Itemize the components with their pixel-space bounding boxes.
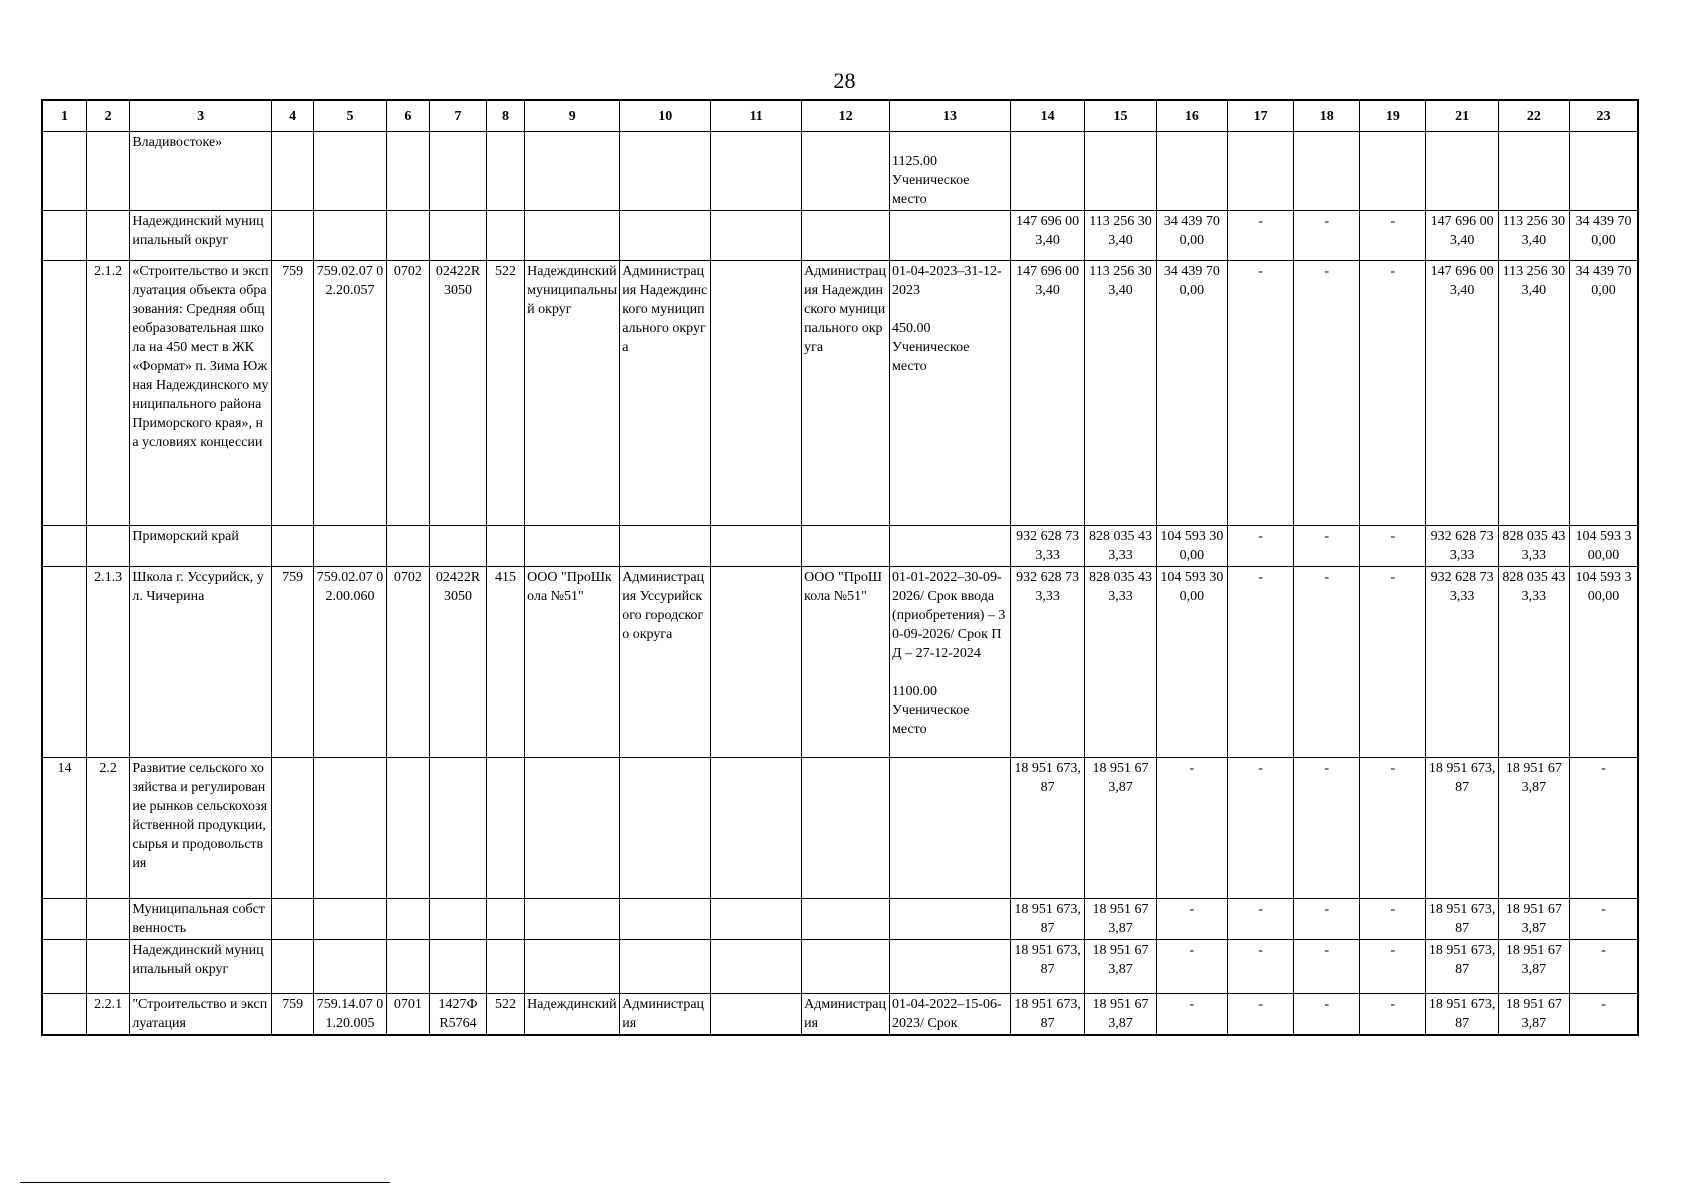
table-cell [271, 211, 313, 261]
table-cell: 0702 [386, 261, 429, 526]
table-cell: - [1294, 758, 1360, 899]
table-cell: Владивостоке» [130, 132, 272, 211]
table-cell: 18 951 673,87 [1498, 899, 1569, 940]
table-cell [42, 994, 86, 1036]
table-cell [386, 899, 429, 940]
table-cell [802, 899, 890, 940]
table-cell [386, 132, 429, 211]
table-cell [271, 940, 313, 994]
header-row [42, 100, 1638, 132]
column-header-21: 21 [1426, 100, 1498, 132]
table-cell [620, 758, 711, 899]
table-cell: 2.2.1 [86, 994, 129, 1036]
table-cell: 113 256 303,40 [1498, 211, 1569, 261]
column-header-2: 2 [86, 100, 129, 132]
table-cell: ООО "ПроШкола №51" [525, 567, 620, 758]
data-table [41, 99, 1639, 1036]
table-cell: 18 951 673,87 [1426, 899, 1498, 940]
table-cell: 759 [271, 567, 313, 758]
table-cell: - [1228, 940, 1294, 994]
table-cell: "Строительство и эксплуатация [130, 994, 272, 1036]
table-cell: 18 951 673,87 [1010, 758, 1084, 899]
table-cell: - [1360, 526, 1426, 567]
table-cell: Администрация Уссурийского городского округа [620, 567, 711, 758]
table-cell [802, 758, 890, 899]
table-cell [525, 211, 620, 261]
table-cell: 18 951 673,87 [1010, 994, 1084, 1036]
table-cell [802, 526, 890, 567]
table-cell [1570, 132, 1638, 211]
table-cell: «Строительство и эксплуатация объекта образования: Средняя общеобразовательная школа на 450 мест в ЖК «Формат» п. Зима Южная Надеждинского муниципального района Приморского края», на условиях концессии [130, 261, 272, 526]
table-cell: 932 628 733,33 [1426, 567, 1498, 758]
table-cell [386, 211, 429, 261]
table-cell [525, 758, 620, 899]
table-cell: 18 951 673,87 [1426, 940, 1498, 994]
table-cell [802, 132, 890, 211]
table-row [42, 211, 1638, 261]
table-cell [890, 526, 1011, 567]
table-cell: - [1570, 899, 1638, 940]
table-cell [890, 758, 1011, 899]
table-cell: - [1360, 261, 1426, 526]
table-row [42, 940, 1638, 994]
table-cell [486, 940, 524, 994]
table-cell: - [1360, 994, 1426, 1036]
table-cell: 34 439 700,00 [1570, 261, 1638, 526]
column-header-10: 10 [620, 100, 711, 132]
table-cell [711, 261, 802, 526]
table-cell [711, 132, 802, 211]
table-cell: 1125.00 Ученическое место [890, 132, 1011, 211]
table-cell: 522 [486, 261, 524, 526]
table-cell [1228, 132, 1294, 211]
table-cell: 759 [271, 994, 313, 1036]
table-cell: 759 [271, 261, 313, 526]
table-cell [314, 132, 386, 211]
table-cell: 18 951 673,87 [1498, 758, 1569, 899]
table-cell: 1427Ф R5764 [430, 994, 487, 1036]
table-cell [386, 526, 429, 567]
table-cell [802, 211, 890, 261]
table-cell [525, 526, 620, 567]
table-cell [486, 526, 524, 567]
table-cell: 932 628 733,33 [1010, 526, 1084, 567]
table-cell: - [1156, 940, 1227, 994]
table-cell: - [1228, 261, 1294, 526]
table-cell: 104 593 300,00 [1570, 567, 1638, 758]
table-cell [711, 526, 802, 567]
table-cell [42, 211, 86, 261]
table-cell: Школа г. Уссурийск, ул. Чичерина [130, 567, 272, 758]
table-cell: 759.14.07 01.20.005 [314, 994, 386, 1036]
table-cell: 2.1.3 [86, 567, 129, 758]
column-header-23: 23 [1570, 100, 1638, 132]
table-cell [42, 940, 86, 994]
table-cell: 415 [486, 567, 524, 758]
table-cell: 2.1.2 [86, 261, 129, 526]
table-cell: - [1570, 758, 1638, 899]
table-cell: 02422R 3050 [430, 567, 487, 758]
table-row [42, 261, 1638, 526]
table-cell: 01-04-2022–15-06-2023/ Срок [890, 994, 1011, 1036]
table-cell: Надеждинский муниципальный округ [525, 261, 620, 526]
table-cell: 14 [42, 758, 86, 899]
table-cell [620, 940, 711, 994]
table-cell: 2.2 [86, 758, 129, 899]
table-cell [711, 899, 802, 940]
table-cell [890, 899, 1011, 940]
table-cell [620, 899, 711, 940]
table-cell [86, 899, 129, 940]
table-cell: 18 951 673,87 [1426, 758, 1498, 899]
table-cell [620, 526, 711, 567]
column-header-5: 5 [314, 100, 386, 132]
table-row [42, 899, 1638, 940]
table-cell: Муниципальная собственность [130, 899, 272, 940]
table-cell: 104 593 300,00 [1156, 526, 1227, 567]
table-cell: 828 035 433,33 [1085, 567, 1156, 758]
table-cell [430, 526, 487, 567]
table-cell: Администрация Надеждинского муниципального округа [620, 261, 711, 526]
table-row [42, 758, 1638, 899]
column-header-17: 17 [1228, 100, 1294, 132]
table-cell [86, 211, 129, 261]
table-cell: - [1360, 899, 1426, 940]
table-cell: Приморский край [130, 526, 272, 567]
table-cell: - [1228, 994, 1294, 1036]
column-header-7: 7 [430, 100, 487, 132]
table-cell: 104 593 300,00 [1570, 526, 1638, 567]
table-cell: 18 951 673,87 [1498, 994, 1569, 1036]
table-cell: - [1156, 994, 1227, 1036]
table-cell: - [1156, 899, 1227, 940]
table-cell [42, 899, 86, 940]
table-cell [1085, 132, 1156, 211]
table-cell: - [1228, 211, 1294, 261]
table-cell: 113 256 303,40 [1498, 261, 1569, 526]
table-cell: 18 951 673,87 [1085, 994, 1156, 1036]
table-cell [430, 940, 487, 994]
column-header-12: 12 [802, 100, 890, 132]
table-cell [486, 211, 524, 261]
table-row [42, 526, 1638, 567]
table-cell: 147 696 003,40 [1010, 261, 1084, 526]
table-cell [314, 758, 386, 899]
table-cell [86, 526, 129, 567]
table-cell: - [1228, 899, 1294, 940]
table-cell: - [1360, 940, 1426, 994]
table-cell: 18 951 673,87 [1010, 940, 1084, 994]
table-cell [711, 567, 802, 758]
footer-rule [20, 1182, 390, 1183]
table-cell: 34 439 700,00 [1156, 261, 1227, 526]
table-cell: 828 035 433,33 [1498, 567, 1569, 758]
table-cell: 522 [486, 994, 524, 1036]
column-header-22: 22 [1498, 100, 1569, 132]
table-cell [525, 132, 620, 211]
column-header-4: 4 [271, 100, 313, 132]
table-cell: 147 696 003,40 [1426, 211, 1498, 261]
table-cell: - [1228, 567, 1294, 758]
table-row [42, 567, 1638, 758]
table-cell [430, 758, 487, 899]
table-cell: 34 439 700,00 [1156, 211, 1227, 261]
table-cell [430, 899, 487, 940]
column-header-1: 1 [42, 100, 86, 132]
table-cell: 18 951 673,87 [1498, 940, 1569, 994]
column-header-15: 15 [1085, 100, 1156, 132]
table-row [42, 994, 1638, 1036]
table-cell [86, 132, 129, 211]
table-cell [42, 261, 86, 526]
table-cell: 113 256 303,40 [1085, 261, 1156, 526]
table-cell: - [1570, 940, 1638, 994]
table-cell [1294, 132, 1360, 211]
column-header-16: 16 [1156, 100, 1227, 132]
table-cell [711, 211, 802, 261]
table-cell: - [1294, 261, 1360, 526]
table-cell [620, 132, 711, 211]
table-cell: 01-04-2023–31-12-2023 450.00 Ученическое место [890, 261, 1011, 526]
table-cell [711, 994, 802, 1036]
table-cell: 34 439 700,00 [1570, 211, 1638, 261]
table-cell [271, 899, 313, 940]
table-cell [1360, 132, 1426, 211]
table-cell: Развитие сельского хозяйства и регулирование рынков сельскохозяйственной продукции, сырья и продовольствия [130, 758, 272, 899]
table-cell [486, 132, 524, 211]
table-cell [86, 940, 129, 994]
table-cell [430, 211, 487, 261]
table-cell: - [1156, 758, 1227, 899]
table-cell: Надеждинский [525, 994, 620, 1036]
table-cell: 932 628 733,33 [1426, 526, 1498, 567]
column-header-8: 8 [486, 100, 524, 132]
column-header-6: 6 [386, 100, 429, 132]
table-cell: - [1228, 758, 1294, 899]
table-cell: - [1360, 567, 1426, 758]
table-cell: 759.02.07 02.00.060 [314, 567, 386, 758]
table-row [42, 132, 1638, 211]
column-header-19: 19 [1360, 100, 1426, 132]
table-cell [271, 758, 313, 899]
table-cell: 18 951 673,87 [1426, 994, 1498, 1036]
table-cell: 18 951 673,87 [1085, 899, 1156, 940]
table-cell [486, 758, 524, 899]
table-cell [386, 940, 429, 994]
table-cell [314, 940, 386, 994]
table-cell [486, 899, 524, 940]
table-cell: 759.02.07 02.20.057 [314, 261, 386, 526]
table-cell: 18 951 673,87 [1085, 758, 1156, 899]
table-cell: - [1294, 526, 1360, 567]
table-cell [890, 940, 1011, 994]
table-cell [271, 132, 313, 211]
table-cell: Надеждинский муниципальный округ [130, 211, 272, 261]
table-cell: Администрация Надеждинского муниципального округа [802, 261, 890, 526]
table-cell [711, 940, 802, 994]
table-cell [1426, 132, 1498, 211]
table-cell [42, 526, 86, 567]
column-header-11: 11 [711, 100, 802, 132]
table-cell: Надеждинский муниципальный округ [130, 940, 272, 994]
table-cell [802, 940, 890, 994]
table-cell: 113 256 303,40 [1085, 211, 1156, 261]
table-cell: 18 951 673,87 [1085, 940, 1156, 994]
table-cell [430, 132, 487, 211]
table-cell: 828 035 433,33 [1498, 526, 1569, 567]
table-cell [386, 758, 429, 899]
table-cell [314, 899, 386, 940]
table-cell [711, 758, 802, 899]
table-cell: 828 035 433,33 [1085, 526, 1156, 567]
table-cell [42, 567, 86, 758]
table-cell: 147 696 003,40 [1426, 261, 1498, 526]
table-cell: 147 696 003,40 [1010, 211, 1084, 261]
table-cell: - [1294, 211, 1360, 261]
table-cell: 02422R 3050 [430, 261, 487, 526]
table-cell: - [1360, 758, 1426, 899]
table-cell: 104 593 300,00 [1156, 567, 1227, 758]
table-cell [525, 899, 620, 940]
table-cell: - [1570, 994, 1638, 1036]
table-cell [620, 211, 711, 261]
table-cell: - [1294, 940, 1360, 994]
column-header-13: 13 [890, 100, 1011, 132]
table-cell [314, 526, 386, 567]
table-cell [314, 211, 386, 261]
table-cell: - [1294, 994, 1360, 1036]
table-cell [1156, 132, 1227, 211]
table-cell: 01-01-2022–30-09-2026/ Срок ввода (приобретения) – 30-09-2026/ Срок ПД – 27-12-2024 1100.00 Ученическое место [890, 567, 1011, 758]
column-header-14: 14 [1010, 100, 1084, 132]
table-cell: Администрация [802, 994, 890, 1036]
column-header-3: 3 [130, 100, 272, 132]
table-cell: - [1294, 899, 1360, 940]
page-number: 28 [833, 68, 856, 93]
column-header-18: 18 [1294, 100, 1360, 132]
table-cell: - [1294, 567, 1360, 758]
table-cell [271, 526, 313, 567]
table-cell: Администрация [620, 994, 711, 1036]
table-cell: - [1228, 526, 1294, 567]
table-cell: 18 951 673,87 [1010, 899, 1084, 940]
table-cell [1010, 132, 1084, 211]
table-cell [1498, 132, 1569, 211]
table-cell: 0702 [386, 567, 429, 758]
table-cell: 0701 [386, 994, 429, 1036]
table-cell [525, 940, 620, 994]
table-cell: ООО "ПроШкола №51" [802, 567, 890, 758]
table-cell: 932 628 733,33 [1010, 567, 1084, 758]
table-cell: - [1360, 211, 1426, 261]
table-cell [890, 211, 1011, 261]
column-header-9: 9 [525, 100, 620, 132]
table-cell [42, 132, 86, 211]
